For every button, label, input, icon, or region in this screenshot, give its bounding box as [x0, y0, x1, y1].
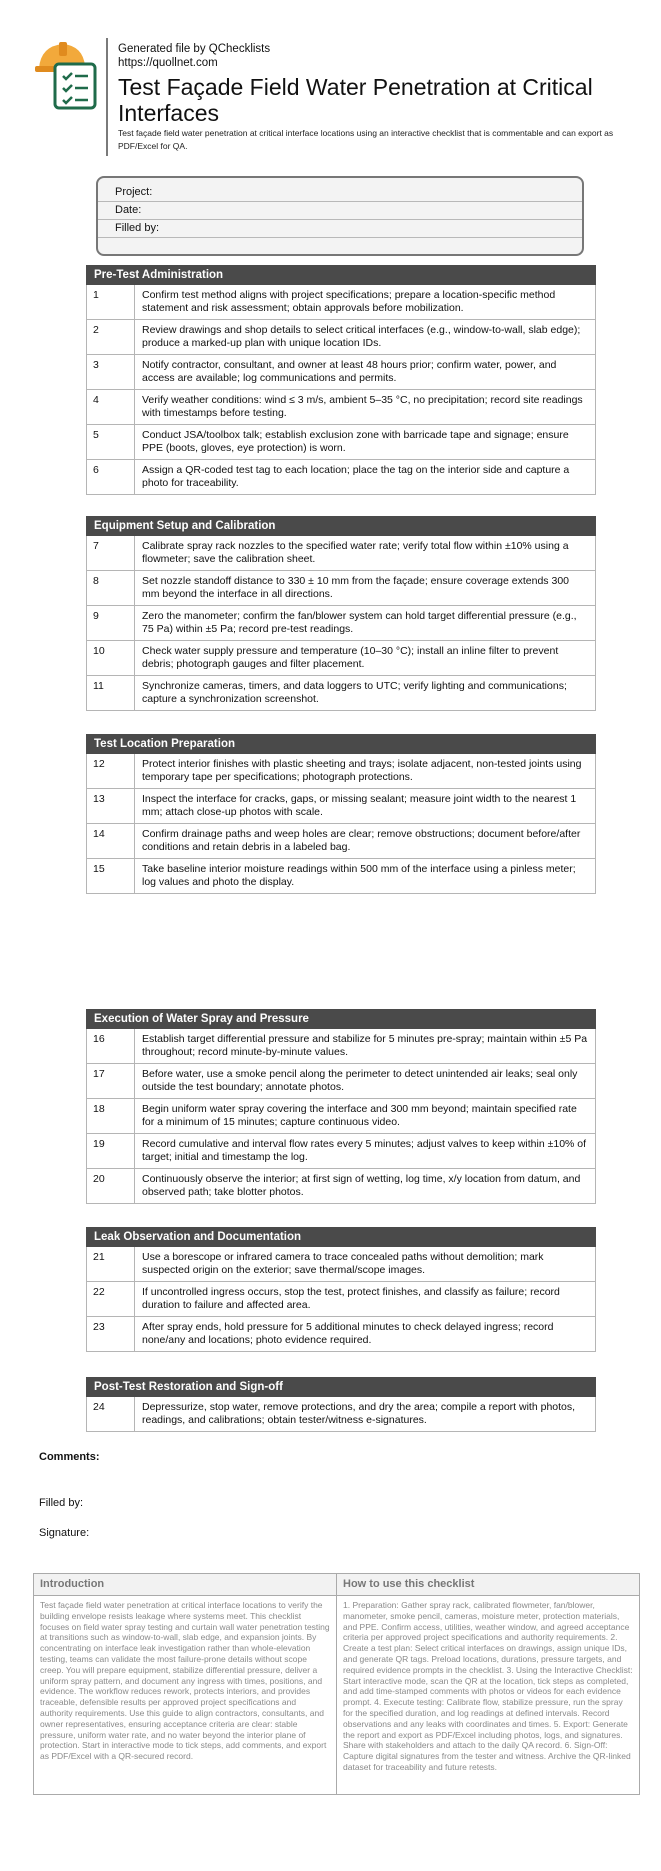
item-text: Take baseline interior moisture readings within 500 mm of the interface using a pinless meter; log values and photo the display. — [142, 863, 576, 888]
item-text: Before water, use a smoke pencil along the perimeter to detect unintended air leaks; seal only outside the test boundary; annotate photos. — [142, 1068, 578, 1093]
how-to-text: 1. Preparation: Gather spray rack, calibrated flowmeter, fan/blower, manometer, smoke pencil, cameras, moisture meter, protection materials, and PPE. Confirm access, utilities, weather window, and agreed acceptance criteria per approved project specifications and authority requirements. 2. Create a test plan: Select critical interfaces on drawings, assign unique IDs, and generate QR tags. Preload locations, durations, pressure targets, and required evidence prompts in the checklist. 3. Using the Interactive Checklist: Start interactive mode, scan the QR at the location, tick steps as completed, and add time-stamped comments with photos or videos for each evidence prompt. 4. Execute testing: Calibrate flow, stabilize pressure, run the spray for the specified duration, and log readings at defined intervals. Record observations and any leaks with coordinates and times. 5. Export: Generate the report and export as PDF/Excel including photos, logs, and signatures. Share with stakeholders and attach to the daily QA record. 6. Sign-Off: Capture digital signatures from the tester and witness. Archive the QR-linked dataset for traceability and future retests. — [343, 1600, 633, 1772]
item-number: 17 — [87, 1064, 135, 1098]
item-number: 23 — [87, 1317, 135, 1351]
checklist-item[interactable] — [86, 1397, 596, 1432]
checklist-item[interactable] — [86, 460, 596, 495]
comments-label: Comments: — [39, 1451, 100, 1463]
checklist-item[interactable] — [86, 390, 596, 425]
introduction-text: Test façade field water penetration at critical interface locations to verify the building envelope resists leakage where systems meet. This checklist focuses on field water spray testing and curtain wall water penetration testing at transitions such as window-to-wall, slab edge, and expansion joints. By concentrating on interface leak investigation rather than whole-elevation testing, teams can validate the most failure-prone details without scope creep. You will prepare equipment, stabilize differential pressure, deliver a uniform spray pattern, and document any ingress with times, positions, and evidence. The workflow reduces rework, protects interiors, and provides traceable, defensible results per approved project specifications and authority requirements. Use this guide to align contractors, consultants, and owner representatives, ensuring acceptance criteria are clear: stable pressure, uniform water rate, and no water beyond the interior plane of protection. Start in interactive mode to tick steps, add comments, and export as PDF/Excel with a QR-secured record. — [40, 1600, 330, 1762]
item-text: Confirm drainage paths and weep holes are clear; remove obstructions; document before/after conditions and retain debris in a labeled bag. — [142, 828, 581, 853]
checklist-item[interactable] — [86, 285, 596, 320]
introduction-column — [34, 1574, 337, 1794]
item-text: Begin uniform water spray covering the interface and 300 mm beyond; maintain specified rate for a minimum of 15 minutes; capture continuous video. — [142, 1103, 577, 1128]
item-number: 13 — [87, 789, 135, 823]
item-text: Use a borescope or infrared camera to trace concealed paths without demolition; mark suspected origin on the exterior; save thermal/scope images. — [142, 1251, 544, 1276]
checklist-item[interactable] — [86, 859, 596, 894]
section-test-location-preparation — [86, 734, 596, 894]
item-text: Assign a QR-coded test tag to each location; place the tag on the interior side and capture a photo for traceability. — [142, 464, 570, 489]
item-number: 7 — [87, 536, 135, 570]
item-number: 6 — [87, 460, 135, 494]
item-number: 9 — [87, 606, 135, 640]
item-number: 15 — [87, 859, 135, 893]
section-title: Equipment Setup and Calibration — [86, 516, 596, 536]
item-number: 20 — [87, 1169, 135, 1203]
checklist-item[interactable] — [86, 606, 596, 641]
page-title: Test Façade Field Water Penetration at Critical Interfaces — [118, 74, 593, 126]
item-text: Verify weather conditions: wind ≤ 3 m/s, ambient 5–35 °C, no precipitation; record site readings with timestamps before testing. — [142, 394, 583, 419]
checklist-item[interactable] — [86, 1169, 596, 1204]
item-text: After spray ends, hold pressure for 5 additional minutes to check delayed ingress; record none/any and locations; photo evidence required. — [142, 1321, 554, 1346]
item-number: 14 — [87, 824, 135, 858]
item-text: Confirm test method aligns with project specifications; prepare a location-specific method statement and risk assessment; obtain approvals before mobilization. — [142, 289, 556, 314]
section-pre-test-administration — [86, 265, 596, 495]
section-title: Post-Test Restoration and Sign-off — [86, 1377, 596, 1397]
how-to-column — [337, 1574, 639, 1794]
item-text: Notify contractor, consultant, and owner at least 48 hours prior; confirm water, power, and access are available; log communications and permits. — [142, 359, 557, 384]
item-text: Conduct JSA/toolbox talk; establish exclusion zone with barricade tape and signage; ensure PPE (boots, gloves, eye protection) is worn. — [142, 429, 569, 454]
checklist-item[interactable] — [86, 1099, 596, 1134]
item-number: 19 — [87, 1134, 135, 1168]
checklist-item[interactable] — [86, 320, 596, 355]
checklist-item[interactable] — [86, 425, 596, 460]
checklist-item[interactable] — [86, 1029, 596, 1064]
item-number: 5 — [87, 425, 135, 459]
item-text: Establish target differential pressure and stabilize for 5 minutes pre-spray; maintain within ±5 Pa throughout; record minute-by-minute values. — [142, 1033, 588, 1058]
header-divider — [106, 38, 108, 156]
filled-by-label: Filled by: — [115, 222, 160, 234]
item-text: Check water supply pressure and temperature (10–30 °C); install an inline filter to prevent debris; photograph gauges and filter placement. — [142, 645, 559, 670]
filled-by-field[interactable] — [98, 220, 582, 238]
page-subtitle: Test façade field water penetration at critical interface locations using an interactive checklist that is commentable and can export as PDF/Excel for QA. — [118, 128, 614, 151]
item-number: 24 — [87, 1397, 135, 1431]
checklist-item[interactable] — [86, 1064, 596, 1099]
signature-label: Signature: — [39, 1527, 90, 1539]
item-text: Calibrate spray rack nozzles to the specified water rate; verify total flow within ±10% using a flowmeter; save the calibration sheet. — [142, 540, 569, 565]
item-number: 1 — [87, 285, 135, 319]
item-number: 8 — [87, 571, 135, 605]
section-execution-water-spray — [86, 1009, 596, 1204]
project-field[interactable] — [98, 184, 582, 202]
item-number: 3 — [87, 355, 135, 389]
qchecklists-logo-icon — [33, 38, 103, 110]
generated-info — [118, 42, 270, 70]
item-text: Continuously observe the interior; at first sign of wetting, log time, x/y location from datum, and observed path; take blotter photos. — [142, 1173, 581, 1198]
section-post-test-restoration — [86, 1377, 596, 1432]
item-text: Protect interior finishes with plastic sheeting and trays; isolate adjacent, non-tested joints using temporary tape per specifications; photograph protections. — [142, 758, 582, 783]
item-text: If uncontrolled ingress occurs, stop the test, protect finishes, and classify as failure; record duration to failure and affected area. — [142, 1286, 560, 1311]
checklist-item[interactable] — [86, 536, 596, 571]
section-equipment-setup — [86, 516, 596, 711]
checklist-item[interactable] — [86, 641, 596, 676]
item-number: 21 — [87, 1247, 135, 1281]
item-text: Inspect the interface for cracks, gaps, or missing sealant; measure joint width to the nearest 1 mm; attach close-up photos with scale. — [142, 793, 577, 818]
item-number: 2 — [87, 320, 135, 354]
item-number: 12 — [87, 754, 135, 788]
checklist-item[interactable] — [86, 754, 596, 789]
section-leak-observation — [86, 1227, 596, 1352]
item-text: Synchronize cameras, timers, and data loggers to UTC; verify lighting and communications; capture a synchronization screenshot. — [142, 680, 567, 705]
checklist-item[interactable] — [86, 1317, 596, 1352]
checklist-item[interactable] — [86, 789, 596, 824]
item-number: 22 — [87, 1282, 135, 1316]
item-text: Zero the manometer; confirm the fan/blower system can hold target differential pressure (e.g., 75 Pa) within ±5 Pa; record pre-test readings. — [142, 610, 577, 635]
date-label: Date: — [115, 204, 142, 216]
filled-by-footer-label: Filled by: — [39, 1497, 84, 1509]
date-field[interactable] — [98, 202, 582, 220]
checklist-item[interactable] — [86, 1247, 596, 1282]
checklist-item[interactable] — [86, 824, 596, 859]
checklist-item[interactable] — [86, 676, 596, 711]
item-text: Set nozzle standoff distance to 330 ± 10 mm from the façade; ensure coverage extends 300 mm beyond the interface in all directions. — [142, 575, 569, 600]
project-info-box — [96, 176, 584, 256]
checklist-item[interactable] — [86, 1134, 596, 1169]
item-number: 4 — [87, 390, 135, 424]
section-title: Pre-Test Administration — [86, 265, 596, 285]
item-number: 16 — [87, 1029, 135, 1063]
item-text: Record cumulative and interval flow rates every 5 minutes; adjust valves to keep within ±10% of target; initial and timestamp the log. — [142, 1138, 587, 1163]
item-number: 11 — [87, 676, 135, 710]
item-number: 18 — [87, 1099, 135, 1133]
generated-by-text: Generated file by QChecklists — [118, 43, 271, 55]
item-number: 10 — [87, 641, 135, 675]
item-text: Depressurize, stop water, remove protections, and dry the area; compile a report with photos, readings, and calibrations; obtain tester/witness e-signatures. — [142, 1401, 576, 1426]
section-title: Test Location Preparation — [86, 734, 596, 754]
section-title: Execution of Water Spray and Pressure — [86, 1009, 596, 1029]
info-box — [33, 1573, 640, 1795]
how-to-title: How to use this checklist — [337, 1574, 639, 1596]
project-label: Project: — [115, 186, 153, 198]
checklist-item[interactable] — [86, 571, 596, 606]
item-text: Review drawings and shop details to select critical interfaces (e.g., window-to-wall, slab edge); produce a marked-up plan with unique location IDs. — [142, 324, 581, 349]
website-link[interactable]: https://quollnet.com — [118, 57, 218, 69]
checklist-item[interactable] — [86, 355, 596, 390]
section-title: Leak Observation and Documentation — [86, 1227, 596, 1247]
checklist-item[interactable] — [86, 1282, 596, 1317]
introduction-title: Introduction — [34, 1574, 336, 1596]
